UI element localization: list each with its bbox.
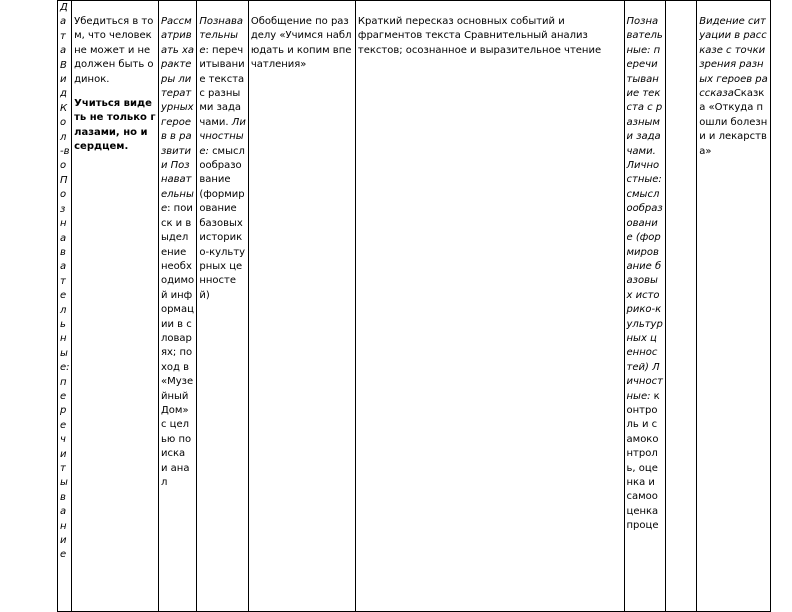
uud-italic: Познавательные: перечитывание текста с разными задачами. Личностные: смыслообразование (формирование базовых историко-культурных ценностей) Личностные: [626,16,663,402]
lesson-goal-bold: Учиться видеть не только глазами, но и сердцем. [74,98,156,153]
skills-cognitive-label: Познавательные [199,16,243,56]
activity-cognitive-text: : поиск и выделение необходимой информации в словарях; поход в «Музейный Дом» с целью поиска и анал [160,203,195,488]
topic-cell [248,1,355,612]
uud-normal: контроль и самоконтроль, оценка и самооценка проце [626,390,660,532]
lesson-plan-table [57,0,771,612]
activity-cognitive-label: Познавательные [160,160,194,215]
vision-italic: Видение ситуации в рассказе с точки зрения разных героев рассказа [699,16,768,100]
content-text: Краткий пересказ основных событий и фрагментов текста Сравнительный анализ текстов; осознанное и выразительное чтение [357,16,602,56]
activity-cell [158,1,196,612]
vision-cell [697,1,771,612]
skills-cell [197,1,249,612]
lesson-goal-text: Убедиться в том, что человек не может и не должен быть одинок. [74,16,154,85]
empty-cell [665,1,696,612]
skills-personal-label: Личностные: [199,116,246,157]
activity-italic: Рассматривать характеры литературных героев в развитии [160,16,195,172]
date-type-count-text: ДатаВид Кол-воПознавательные:перечитывание [60,2,70,561]
uud-cell [624,1,665,612]
vision-normal: Сказка «Откуда пошли болезни и лекарства» [699,88,768,157]
skills-personal-text: смыслообразование (формирование базовых историко-культурных ценностей) [199,145,246,301]
content-cell [355,1,624,612]
lesson-goal-cell [72,1,159,612]
topic-text: Обобщение по разделу «Учимся наблюдать и копим впечатления» [250,16,352,71]
skills-cognitive-text: : перечитывание текста с разными задачами. [199,44,245,128]
date-type-count-cell [58,1,72,612]
table-row [58,1,771,612]
